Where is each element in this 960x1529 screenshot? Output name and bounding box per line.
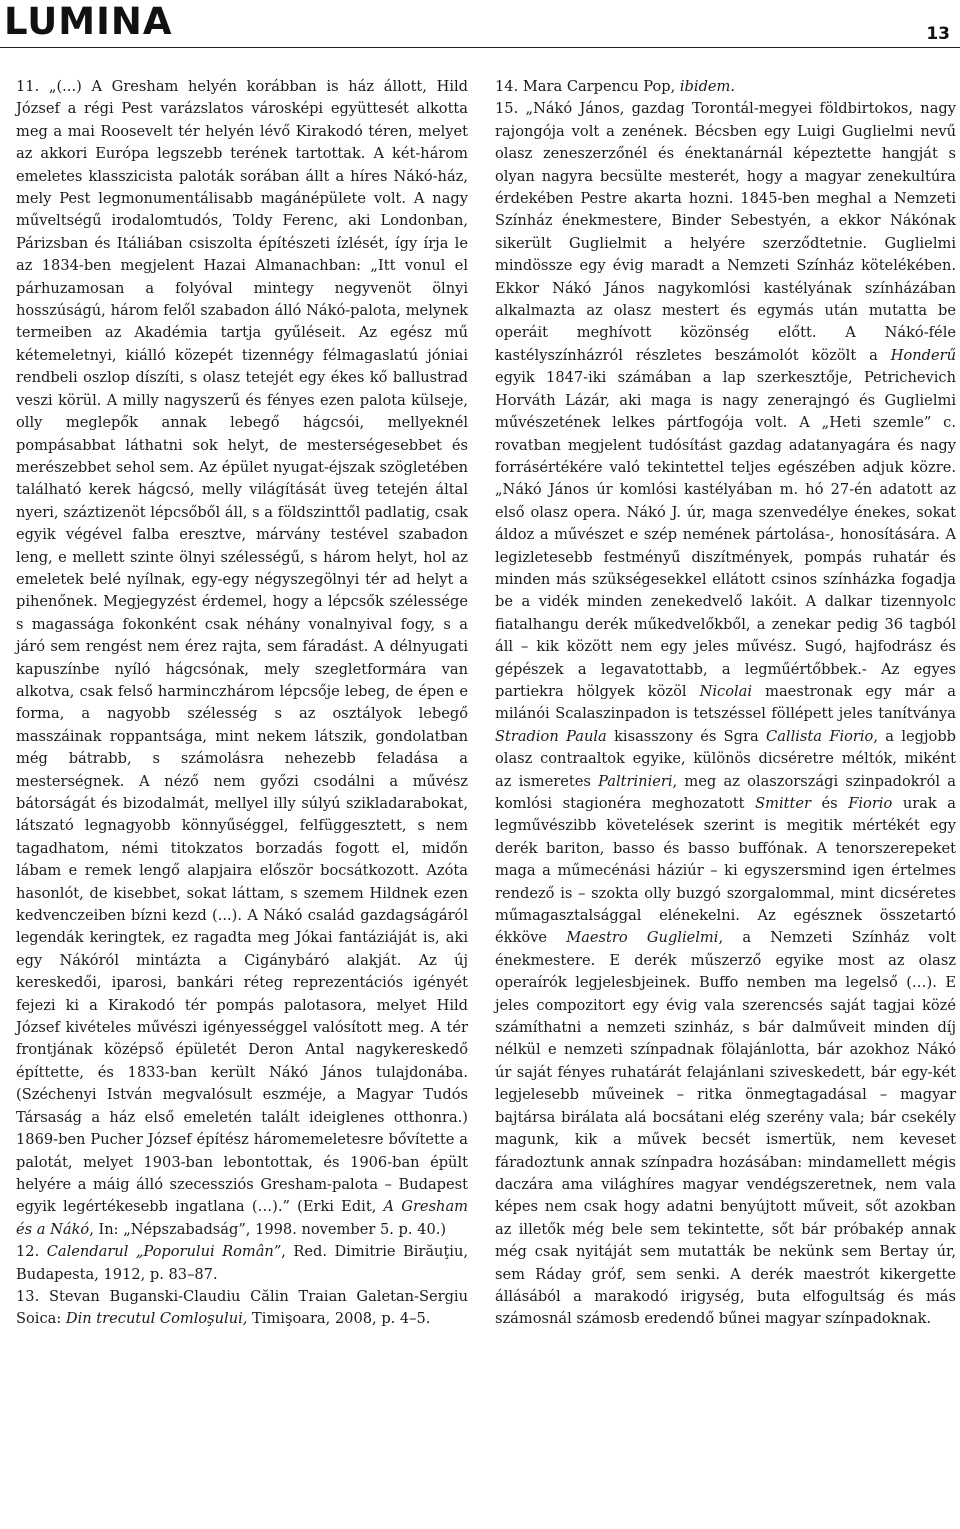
footnote-text: , meg az olaszországi szinpadokról a komlósi stagionéra meghozatott	[495, 772, 957, 812]
footnote-13	[16, 1286, 468, 1331]
source-title: A Gresham és a Nákó	[16, 1198, 468, 1238]
italic-term: Nicolai	[699, 682, 753, 700]
footnote-text: , a Nemzeti Színház volt énekmestere. E derék műszerző egyike most az olasz operaírók legjelesbjeinek. Buffo nemben ma legelső (…). E jeles compozitort egy évig vala szerencsés saját tagjai közé számíthatni a nemzeti szinház, s bár dalműveit minden díj nélkül e nemzeti színpadnak fölajánlotta, bár azokhoz Nákó úr saját fényes ruhatárát felajánlani sziveskedett, bár egy-két legjelesebb műveinek – ritka önmegtagadásal – magyar bajtársa birálata alá bocsátani elég szerény vala; bár csekély magunk, kik a művek becsét ismertük, nem keveset fáradoztunk annak színpadra hozásában: mindamellett mégis daczára ama világhíres magyar vendégszeretnek, nem vala képes nem csak hogy adatni benyújtott műveit, sőt azokban az illetők még bele sem tekintette, sőt bár próbakép annak még csak nyitáját sem mutatták be nekünk sem Bertay úr, sem Ráday gróf, sem senki. A derék maestrót kikergette állásából a marakodó irigység, buta elfogultság és más számosnál számosb eredendő bűnei magyar színpadoknak.	[495, 929, 956, 1328]
italic-term: Stradion Paula	[495, 727, 607, 745]
ibidem: ibidem.	[679, 78, 736, 95]
footnote-tail: Timişoara, 2008, p. 4–5.	[247, 1310, 431, 1328]
header-rule	[0, 47, 960, 48]
footnote-number: 13.	[16, 1287, 40, 1305]
italic-term: Honderű	[890, 346, 956, 364]
footnote-12	[16, 1241, 468, 1286]
italic-term: Callista Fiorio	[766, 727, 874, 745]
footnote-11	[16, 76, 468, 1241]
footnote-number: 11.	[16, 78, 40, 95]
left-column	[16, 76, 468, 1331]
footnote-number: 15.	[495, 100, 519, 118]
footnote-tail: , Red. Dimitrie Birăuţiu, Budapesta, 1912, p. 83–87.	[16, 1243, 469, 1283]
footnote-number: 14.	[495, 78, 519, 95]
page-number: 13	[926, 24, 950, 44]
footnote-text: Mara Carpencu Pop,	[522, 78, 680, 95]
italic-term: Fiorio	[848, 795, 893, 812]
footnote-14	[495, 76, 956, 98]
right-column	[495, 76, 956, 1331]
italic-term: Paltrinieri	[598, 772, 673, 790]
footnote-text: Stevan Buganski-Claudiu Călin Traian Galetan-Sergiu Soica:	[16, 1287, 468, 1328]
footnote-text: urak a legművészibb követelések szerint is megitik mértékét egy derék bariton, basso és basso buffónak. A tenorszerepeket maga a műmecénási háziúr – ki egyszersmind igen értelmes rendező is – szokta olly buzgó szorgalommal, mint dicséretes műmagasztalsággal elénekelni. Az egésznek összetartó ékköve	[495, 795, 956, 947]
footnote-15	[495, 98, 956, 1330]
footnote-text: egyik 1847-iki számában a lap szerkesztője, Petrichevich Horváth Lázár, aki maga is nagy zenerajngó és Guglielmi művészetének lelkes pártfogója volt. A „Heti szemle” c. rovatban megjelent tudósítást gazdag adatanyagára és nagy forrásértékére való tekintettel teljes egészében adjuk közre. „Nákó János úr komlósi kastélyában m. hó 27-én adatott az első olasz opera. Nákó J. úr, maga szenvedélye énekes, sokat áldoz a művészet e szép nemének pártolása-, honosítására. A legizletesebb festményű diszítmények, pompás ruhatár és minden más szükségesekkel ellátott csinos színházka fogadja be a vidék minden zenekedvelő lakóit. A dalkar tizennyolc fiatalhangu derék műkedvelőkből, a zenekar pedig 36 tagból áll – kik között nem egy jeles művész. Sugó, hajfodrász és gépészek a legavatottabb, a legműértőbbek.- Az egyes partiekra hölgyek közöl	[495, 369, 956, 700]
journal-title: LUMINA	[4, 0, 173, 43]
footnote-text: „(...) A Gresham helyén korábban is ház állott, Hild József a régi Pest varázslatos városképi együttesét alkotta meg a mai Roosevelt tér helyén lévő Kirakodó téren, melyet az akkori Európa legszebb terének tartottak. A két-három emeletes klasszicista paloták sorában állt a híres Nákó-ház, mely Pest legmonumentálisabb magánépülete volt. A nagy műveltségű irodalomtudós, Toldy Ferenc, aki Londonban, Párizsban és Itáliában csiszolta építészeti ízlését, így írja le az 1834-ben megjelent Hazai Almanachban: „Itt vonul el párhuzamosan a folyóval mintegy negyvenöt ölnyi hosszúságú, három felől szabadon álló Nákó-palota, melynek termeiben az Akadémia tartja gyűléseit. Az egész mű kétemeletnyi, kiálló közepét tizennégy félmagaslatú jóniai rendbeli oszlop díszíti, s olasz tetejét egy ékes kő ballustrad veszi körül. A milly nagyszerű és fényes ezen palota külseje, olly meglepők annak lebegő hágcsói, mellyeknél pompásabbat láthatni sok helyt, de mesterségesebbet és merészebbet sehol sem. Az épület nyugat-éjszak szögletében található kerek hágcsó, melly világítását üveg tetején által nyeri, száztizenöt lépcsőből áll, s a földszinttől padlatig, csak egyik végével falba eresztve, márvány testével szabadon leng, e mellett szinte ölnyi szélességű, s három helyt, hol az emeletek belé nyílnak, egy-egy négyszegölnyi tér ad helyt a pihenőnek. Megjegyzést érdemel, hogy a lépcsők szélessége s magassága fokonként csak néhány vonalnyival fogy, s a járó sem rengést nem érez rajta, sem fáradást. A délnyugati kapuszínbe nyíló hágcsónak, mely szegletformára van alkotva, csak felső harminczhárom lépcsője lebeg, de épen e forma, a nagyobb szélesség s az osztályok lebegő masszáinak roppantsága, mint nekem látszik, gondolatban még bátrabb, s számolásra nehezebb feladása a mesterségnek. A néző nem győzi csodálni a művész bátorságát és bizodalmát, mellyel illy súlyú szikladarabokat, látszató legnagyobb könnyűséggel, felfüggesztett, s nem tagadhatom, némi titokzatos borzadás fogott el, midőn lábam e remek lengő alapjaira először bocsátkozott. Azóta hasonlót, de kisebbet, sokat láttam, s szemem Hildnek ezen kedvenczeiben bízni kezd (...). A Nákó család gazdagságáról legendák keringtek, ez ragadta meg Jókai fantáziáját is, aki egy Nákóról mintázta a Cigánybáró alakját. Az új kereskedői, iparosi, bankári réteg reprezentációs igényét fejezi ki a Kirakodó tér pompás palotasora, melyet Hild József kivételes művészi igényességgel valósított meg. A tér frontjának középső épületét Deron Antal nagykereskedő építtette, és 1833-ban került Nákó János tulajdonába. (Széchenyi István megvalósult eszméje, a Magyar Tudós Társaság a ház első emeletén talált ideiglenes otthonra.) 1869-ben Pucher József építész háromemeletesre bővítette a palotát, melyet 1903-ban lebontottak, és 1906-ban épült helyére a máig álló szecessziós Gresham-palota – Budapest egyik legértékesebb ingatlana (…).” (Erki Edit,	[16, 78, 469, 1216]
footnote-number: 12.	[16, 1243, 40, 1261]
footnote-text: és	[810, 795, 849, 812]
source-title: Calendarul „Poporului Român”	[46, 1243, 282, 1261]
footnote-text: „Nákó János, gazdag Torontál-megyei földbirtokos, nagy rajongója volt a zenének. Bécsben egy Luigi Guglielmi nevű olasz zeneszerzőnél és énektanárnál képeztette hangját s olyan nagyra becsülte mesterét, hogy a magyar zenekultúra érdekében Pestre akarta hozni. 1845-ben meghal a Nemzeti Színház énekmestere, Binder Sebestyén, a ekkor Nákónak sikerült Guglielmit a helyére szerződtetnie. Guglielmi mindössze egy évig maradt a Nemzeti Színház kötelékében. Ekkor Nákó János nagykomlósi kastélyának színházában alkalmazta az olasz mestert és egymás után mutatta be operáit meghívott közönség előtt. A Nákó-féle kastélyszínházról részletes beszámolót közölt a	[495, 100, 956, 364]
italic-term: Smitter	[755, 795, 811, 812]
italic-term: Maestro Guglielmi	[566, 929, 719, 947]
footnote-text: , a legjobb olasz contraaltok egyike, különös dicséretre méltók, miként az ismeretes	[495, 727, 956, 790]
page-header	[0, 0, 960, 56]
footnote-text: maestronak egy már a milánói Scalaszinpadon is tetszéssel föllépett jeles tanítványa	[495, 682, 956, 723]
footnote-tail: , In: „Népszabadság”, 1998. november 5. p. 40.)	[89, 1220, 447, 1238]
footnote-text: kisasszony és Sgra	[606, 727, 767, 745]
source-title: Din trecutul Comloşului,	[65, 1310, 248, 1328]
